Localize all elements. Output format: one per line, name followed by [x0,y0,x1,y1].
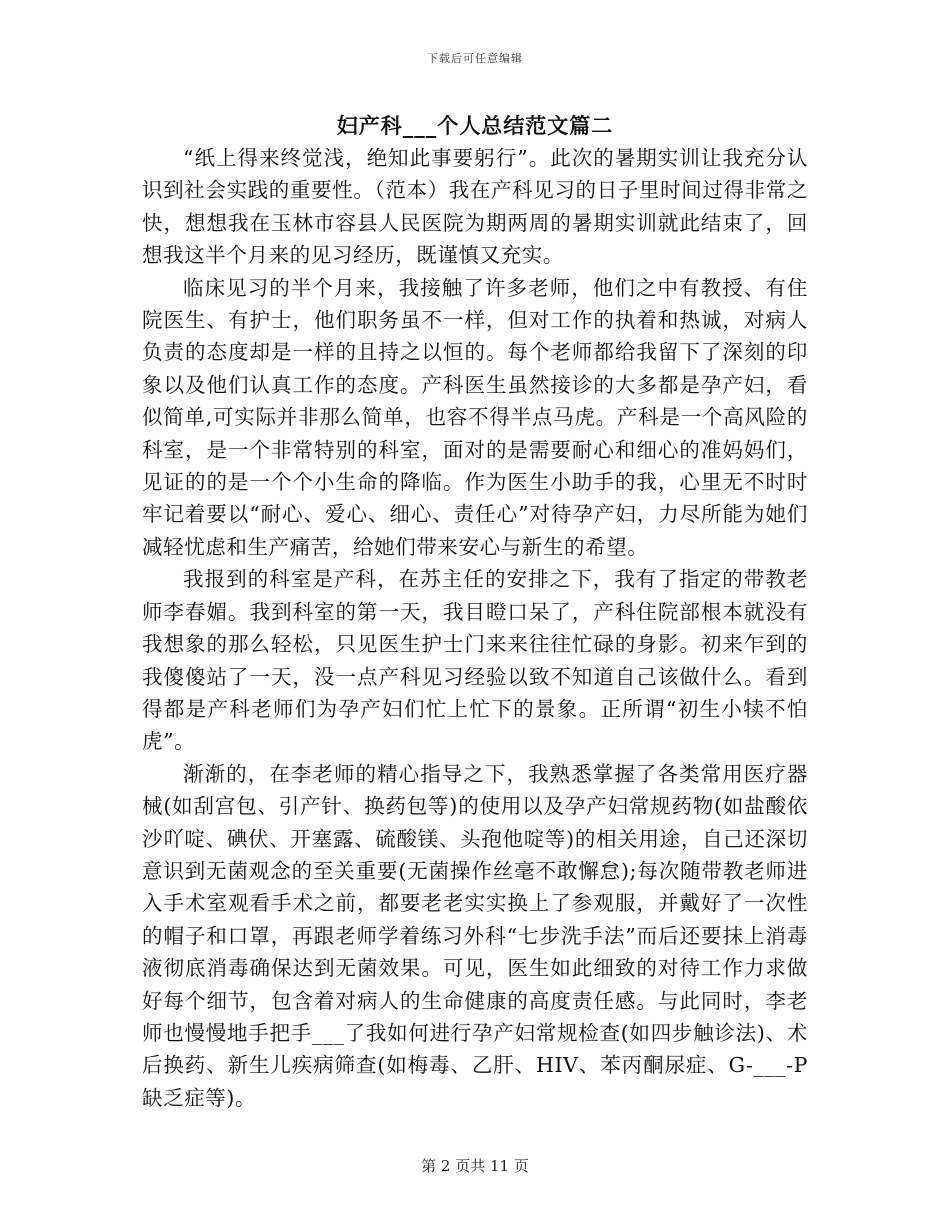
document-body [142,142,808,1114]
paragraph: 我报到的科室是产科，在苏主任的安排之下，我有了指定的带教老师李春媚。我到科室的第一天，我目瞪口呆了，产科住院部根本就没有我想象的那么轻松，只见医生护士门来来往往忙碌的身影。初来乍到的我傻傻站了一天，没一点产科见习经验以致不知道自己该做什么。看到得都是产科老师们为孕产妇们忙上忙下的景象。正所谓“初生小犊不怕虎”。 [142,567,808,754]
header-note: 下载后可任意编辑 [427,52,523,65]
paragraph: 临床见习的半个月来，我接触了许多老师，他们之中有教授、有住院医生、有护士，他们职务虽不一样，但对工作的执着和热诚，对病人负责的态度却是一样的且持之以恒的。每个老师都给我留下了深刻的印象以及他们认真工作的态度。产科医生虽然接诊的大多都是孕产妇，看似简单,可实际并非那么简单，也容不得半点马虎。产科是一个高风险的科室，是一个非常特别的科室，面对的是需要耐心和细心的准妈妈们，见证的的是一个个小生命的降临。作为医生小助手的我，心里无不时时牢记着要以“耐心、爱心、细心、责任心”对待孕产妇，力尽所能为她们减轻忧虑和生产痛苦，给她们带来安心与新生的希望。 [142,275,808,559]
paragraph: “纸上得来终觉浅，绝知此事要躬行”。此次的暑期实训让我充分认识到社会实践的重要性。（范本）我在产科见习的日子里时间过得非常之快，想想我在玉林市容县人民医院为期两周的暑期实训就此结束了，回想我这半个月来的见习经历，既谨慎又充实。 [142,146,808,268]
paragraph: 渐渐的，在李老师的精心指导之下，我熟悉掌握了各类常用医疗器械(如刮宫包、引产针、换药包等)的使用以及孕产妇常规药物(如盐酸依沙吖啶、碘伏、开塞露、硫酸镁、头孢他啶等)的相关用途，自己还深切意识到无菌观念的至关重要(无菌操作丝毫不敢懈怠);每次随带教老师进入手术室观看手术之前，都要老老实实换上了参观服，并戴好了一次性的帽子和口罩，再跟老师学着练习外科“七步洗手法”而后还要抹上消毒液彻底消毒确保达到无菌效果。可见，医生如此细致的对待工作力求做好每个细节，包含着对病人的生命健康的高度责任感。与此同时，李老师也慢慢地手把手___了我如何进行孕产妇常规检查(如四步触诊法)、术后换药、新生儿疾病筛查(如梅毒、乙肝、HIV、苯丙酮尿症、G-___-P缺乏症等)。 [142,761,808,1110]
page-number: 第 2 页共 11 页 [421,1157,529,1175]
document-title: 妇产科___个人总结范文篇二 [336,113,614,138]
